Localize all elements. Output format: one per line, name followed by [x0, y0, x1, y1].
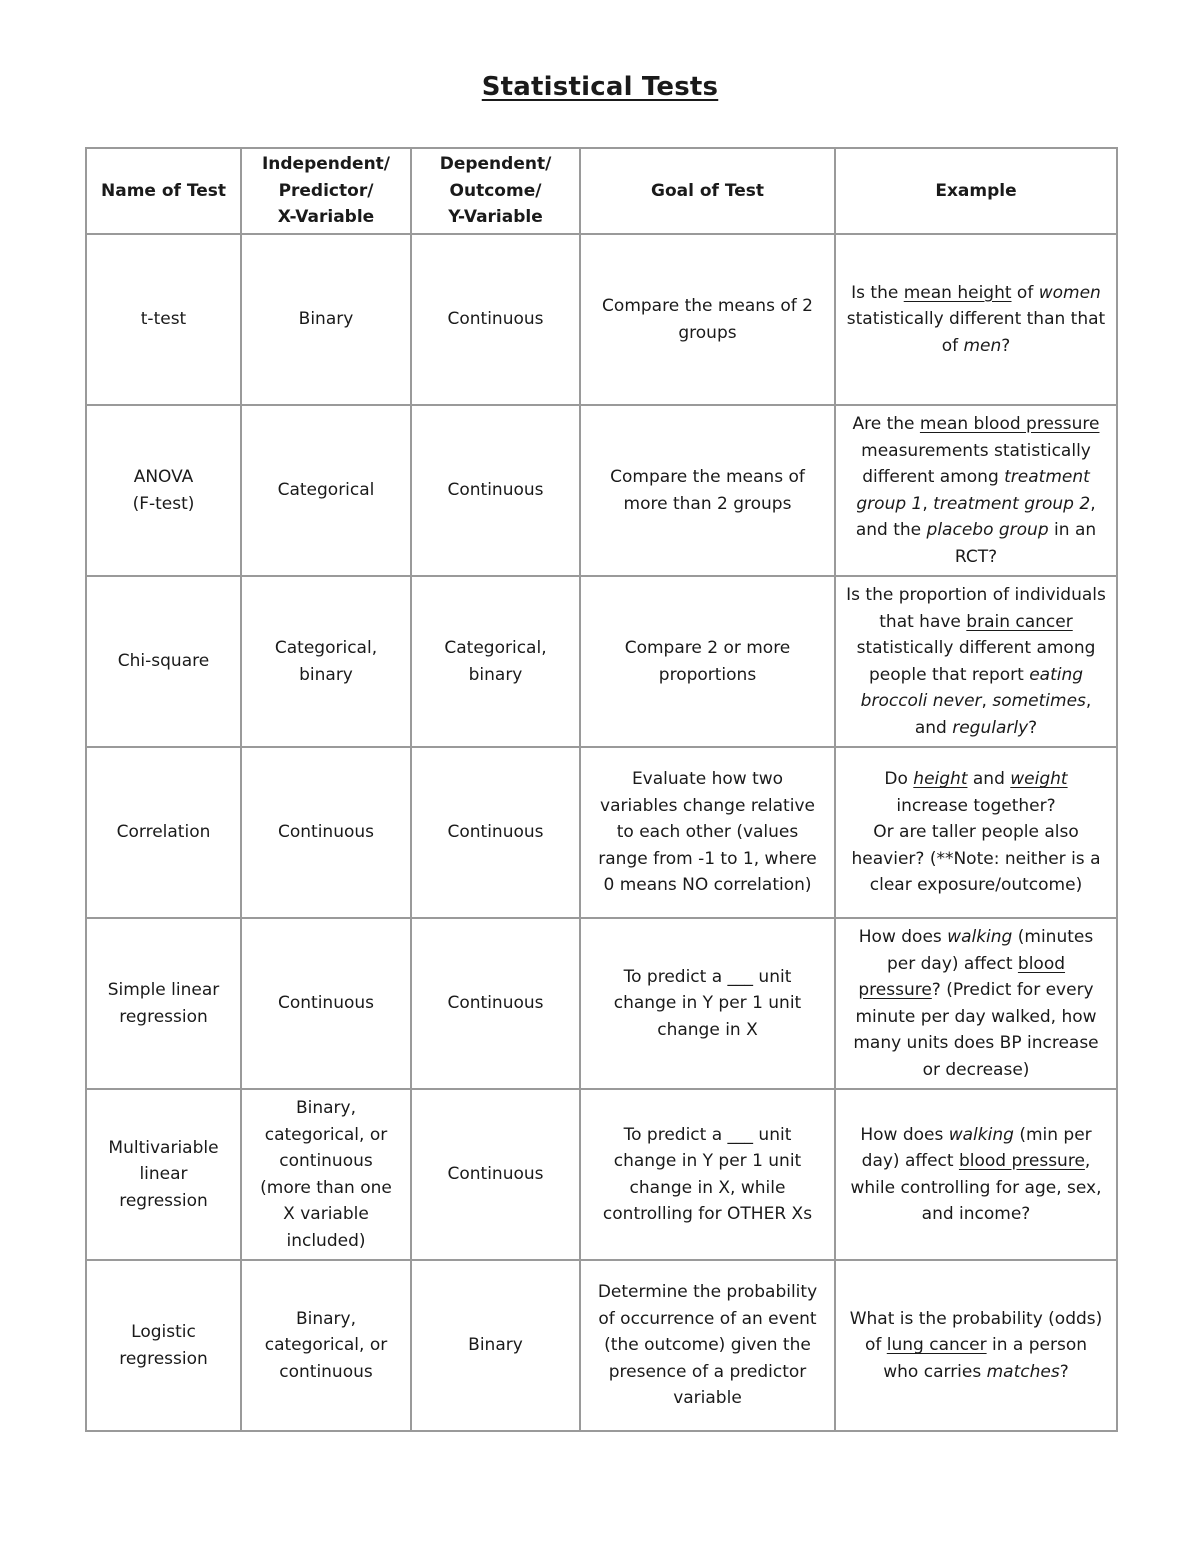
dependent-variable-cell: Categorical, binary — [411, 576, 580, 747]
example-text: , and the — [855, 493, 1096, 540]
example-text: weight — [1010, 769, 1068, 790]
test-name-cell: t-test — [86, 234, 241, 405]
example-text: ? — [1059, 1361, 1069, 1382]
example-text: treatment group 1 — [856, 467, 1090, 514]
test-name-cell: Correlation — [86, 747, 241, 918]
example-text: in a person who carries — [883, 1335, 1087, 1382]
statistical-tests-table — [85, 147, 1118, 1432]
example-text: What is the probability (odds) of — [849, 1308, 1103, 1356]
table-row — [86, 918, 1117, 1089]
example-text: Or are taller people also heavier? (**Note: neither is a clear exposure/outcome) — [851, 822, 1101, 896]
example-text: in an RCT? — [954, 520, 1097, 567]
example-text: treatment group 2 — [933, 493, 1091, 514]
goal-cell: Compare the means of 2 groups — [580, 234, 835, 405]
example-cell — [835, 918, 1117, 1089]
test-name-cell: ANOVA (F-test) — [86, 405, 241, 576]
example-text: ? (Predict for every minute per day walked, how many units does BP increase or decrease) — [853, 980, 1099, 1080]
example-text: women — [1038, 282, 1101, 303]
example-text: How does — [858, 927, 948, 947]
table-row — [86, 576, 1117, 747]
table-row — [86, 1089, 1117, 1260]
goal-cell: Compare the means of more than 2 groups — [580, 405, 835, 576]
example-text: of — [1011, 282, 1039, 303]
example-text: (min per day) affect — [861, 1124, 1092, 1171]
example-text: brain cancer — [966, 611, 1073, 632]
example-text: matches — [986, 1361, 1060, 1382]
dependent-variable-cell: Binary — [411, 1260, 580, 1431]
independent-variable-cell: Categorical, binary — [241, 576, 411, 747]
test-name-cell: Chi-square — [86, 576, 241, 747]
header-goal-of-test: Goal of Test — [580, 148, 835, 234]
example-text: walking — [948, 1124, 1014, 1145]
goal-cell: To predict a ___ unit change in Y per 1 unit change in X, while controlling for OTHER Xs — [580, 1089, 835, 1260]
example-text: , while controlling for age, sex, and income? — [850, 1151, 1102, 1224]
example-text: sometimes — [992, 691, 1086, 711]
dependent-variable-cell: Continuous — [411, 234, 580, 405]
example-text: ? — [1001, 335, 1011, 356]
example-text: eating broccoli never — [860, 664, 1084, 711]
independent-variable-cell: Binary, categorical, or continuous (more than one X variable included) — [241, 1089, 411, 1260]
example-text: How does — [860, 1124, 949, 1145]
example-cell — [835, 747, 1117, 918]
goal-cell: Determine the probability of occurrence of an event (the outcome) given the presence of a predictor variable — [580, 1260, 835, 1431]
example-cell — [835, 405, 1117, 576]
example-text: Is the proportion of individuals that have — [846, 585, 1106, 632]
test-name-cell: Simple linear regression — [86, 918, 241, 1089]
test-name-cell: Logistic regression — [86, 1260, 241, 1431]
header-independent-line: X-Variable — [277, 207, 375, 228]
header-name-of-test: Name of Test — [86, 148, 241, 234]
example-text: men — [963, 335, 1002, 356]
example-text: height — [913, 769, 968, 790]
example-text: regularly — [952, 717, 1029, 738]
goal-cell: Compare 2 or more proportions — [580, 576, 835, 747]
example-text: mean blood pressure — [919, 414, 1100, 434]
independent-variable-cell: Binary — [241, 234, 411, 405]
table-row — [86, 234, 1117, 405]
header-dependent-line: Outcome/ — [449, 180, 542, 201]
header-dependent-line: Y-Variable — [448, 207, 543, 228]
independent-variable-cell: Binary, categorical, or continuous — [241, 1260, 411, 1431]
independent-variable-cell: Continuous — [241, 747, 411, 918]
example-text: ? — [1028, 717, 1038, 738]
example-cell — [835, 576, 1117, 747]
example-text: blood pressure — [858, 953, 1066, 1000]
goal-cell: To predict a ___ unit change in Y per 1 unit change in X — [580, 918, 835, 1089]
header-independent-line: Predictor/ — [278, 180, 374, 201]
table-row — [86, 405, 1117, 576]
dependent-variable-cell: Continuous — [411, 747, 580, 918]
example-cell — [835, 234, 1117, 405]
example-text: statistically different than that of — [846, 309, 1106, 356]
example-text: increase together? — [896, 795, 1056, 816]
example-text: Is the — [851, 282, 904, 303]
independent-variable-cell: Categorical — [241, 405, 411, 576]
example-text: (minutes per day) affect — [886, 927, 1094, 974]
example-text: blood pressure — [958, 1151, 1085, 1171]
goal-cell: Evaluate how two variables change relative to each other (values range from -1 to 1, where 0 means NO correlation) — [580, 747, 835, 918]
example-text: statistically different among people that report — [856, 638, 1096, 685]
header-dependent-variable — [411, 148, 580, 234]
table-row — [86, 1260, 1117, 1431]
example-text: walking — [947, 927, 1013, 947]
table-row — [86, 747, 1117, 918]
example-text: , — [981, 691, 993, 711]
example-text: Do — [884, 769, 914, 790]
header-independent-line: Independent/ — [261, 154, 391, 175]
example-cell — [835, 1260, 1117, 1431]
header-row — [86, 148, 1117, 234]
page-title: Statistical Tests — [481, 72, 719, 102]
example-text: and — [967, 769, 1011, 790]
example-cell — [835, 1089, 1117, 1260]
header-independent-variable — [241, 148, 411, 234]
example-text: Are the — [852, 414, 920, 434]
header-example: Example — [835, 148, 1117, 234]
dependent-variable-cell: Continuous — [411, 405, 580, 576]
dependent-variable-cell: Continuous — [411, 1089, 580, 1260]
dependent-variable-cell: Continuous — [411, 918, 580, 1089]
example-text: , — [922, 493, 934, 514]
example-text: mean height — [903, 282, 1012, 303]
test-name-cell: Multivariable linear regression — [86, 1089, 241, 1260]
header-dependent-line: Dependent/ — [439, 154, 552, 175]
example-text: , and — [914, 691, 1092, 738]
independent-variable-cell: Continuous — [241, 918, 411, 1089]
example-text: measurements statistically different among — [861, 440, 1091, 487]
example-text: lung cancer — [886, 1335, 987, 1356]
example-text: placebo group — [926, 520, 1049, 540]
